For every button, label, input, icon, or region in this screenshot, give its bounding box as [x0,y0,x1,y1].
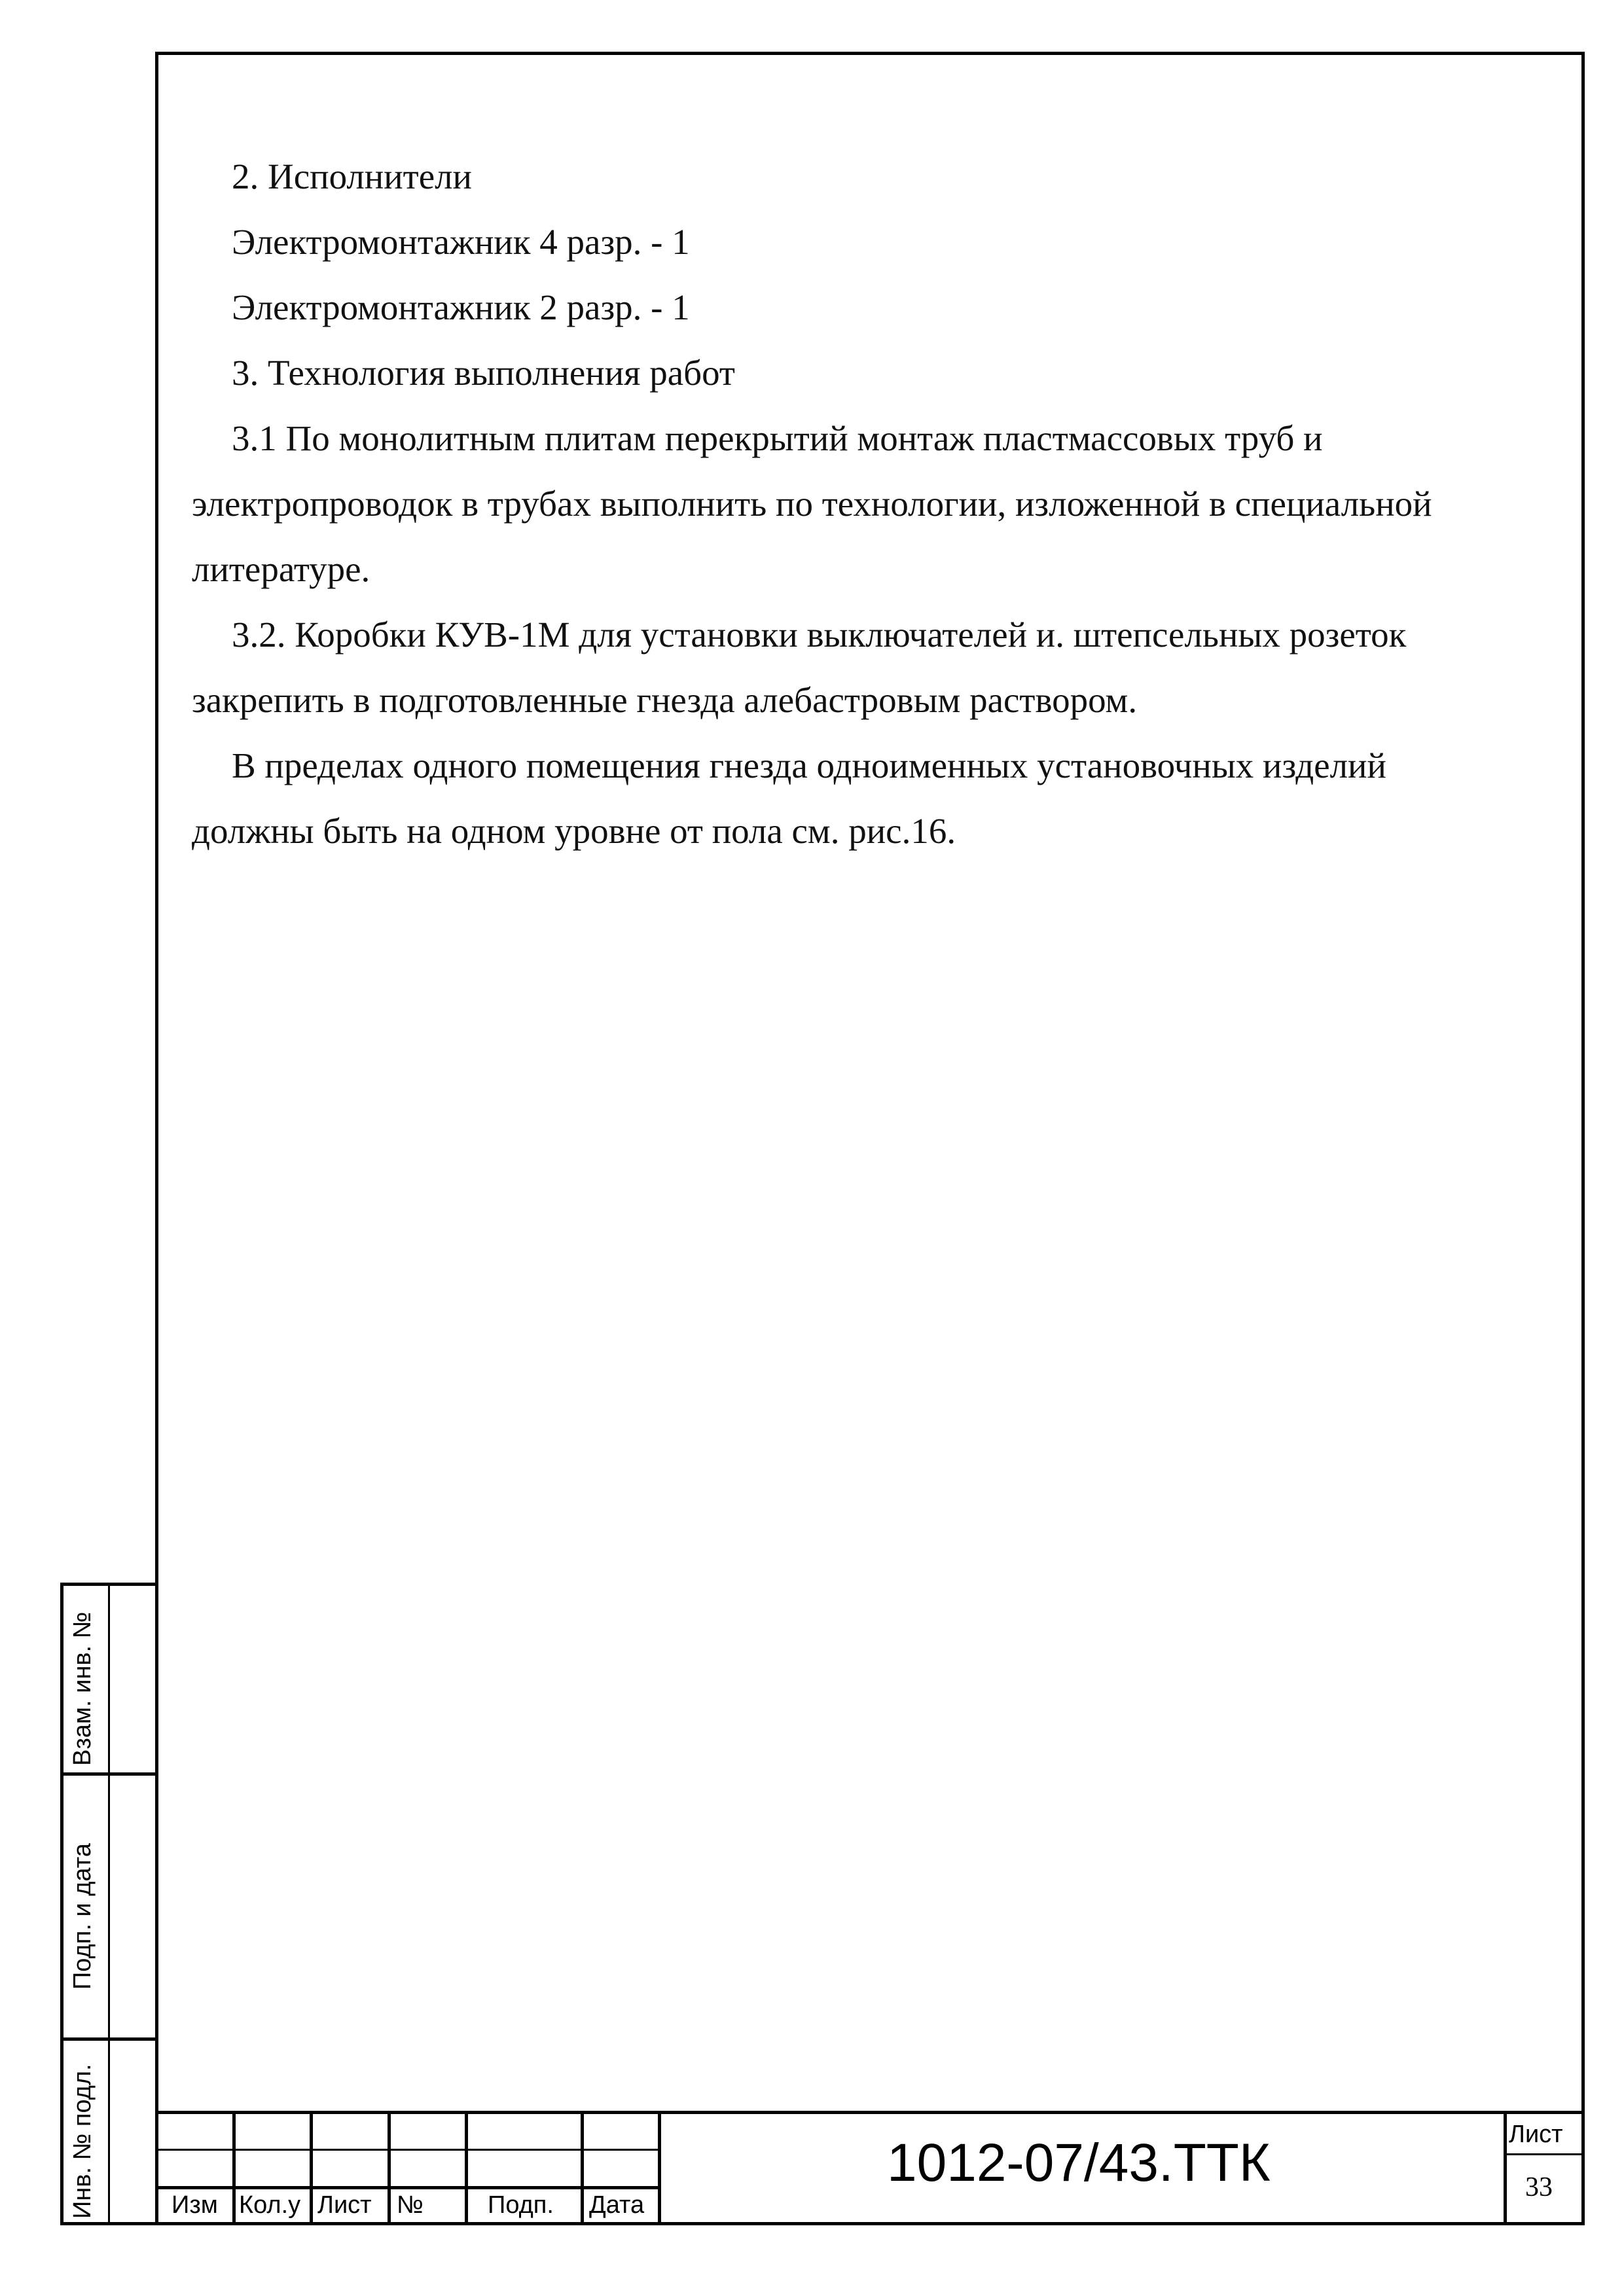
sheet-number: 33 [1525,2172,1553,2202]
header-kol: Кол.у [239,2191,301,2219]
text-line: Электромонтажник 4 разр. - 1 [232,222,690,262]
text-line: 3.2. Коробки КУВ-1М для установки выключателей и. штепсельных розеток [232,615,1407,655]
title-block-top-border [157,2111,1583,2114]
section-heading-technology: 3. Технология выполнения работ [232,353,735,393]
grid-line [581,2111,584,2225]
grid-line [658,2111,661,2225]
header-izm: Изм [171,2191,218,2219]
grid-line [232,2111,236,2225]
text-line: Электромонтажник 2 разр. - 1 [232,287,690,327]
grid-line [388,2111,391,2225]
header-list: Лист [317,2191,372,2219]
text-line: электропроводок в трубах выполнить по технологии, изложенной в специальной [192,484,1432,524]
header-number: № [397,2191,424,2219]
text-line: должны быть на одном уровне от пола см. рис.16. [192,811,956,851]
text-line: литературе. [192,549,370,589]
sheet-label: Лист [1509,2121,1563,2148]
side-divider [108,1583,110,2225]
document-code: 1012-07/43.ТТК [887,2133,1271,2193]
text-line: закрепить в подготовленные гнезда алебастровым раствором. [192,680,1138,720]
header-podp: Подп. [488,2191,554,2219]
header-data: Дата [589,2191,645,2219]
side-label-vzam: Взам. инв. № [69,1611,96,1766]
text-line: В пределах одного помещения гнезда одноименных установочных изделий [232,745,1386,785]
section-heading-executors: 2. Исполнители [232,156,472,196]
grid-line [1504,2111,1507,2225]
grid-line [465,2111,468,2225]
grid-line [310,2111,313,2225]
grid-line [1504,2153,1583,2155]
text-line: 3.1 По монолитным плитам перекрытий монтаж пластмассовых труб и [232,418,1323,458]
side-label-inv: Инв. № подл. [69,2064,96,2219]
side-label-podp: Подп. и дата [69,1843,96,1990]
